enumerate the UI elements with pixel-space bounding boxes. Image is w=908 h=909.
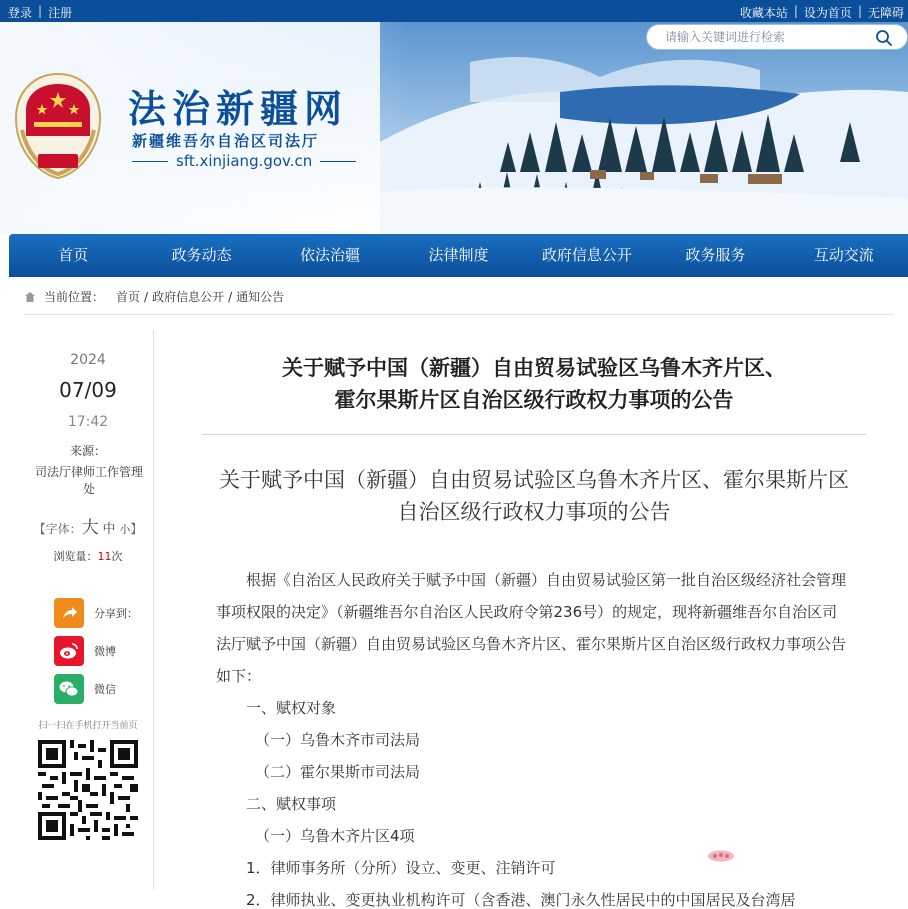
views-unit: 次 <box>111 550 123 563</box>
list-item: （一）乌鲁木齐市司法局 <box>255 731 421 749</box>
share-icon <box>54 598 84 628</box>
divider: | <box>857 4 862 18</box>
view-count <box>24 548 152 564</box>
source-value: 司法厅律师工作管理处 <box>34 465 143 496</box>
share-label: 分享到： <box>94 607 138 620</box>
article-title-line1: 关于赋予中国（新疆）自由贸易试验区乌鲁木齐片区、 <box>282 356 786 380</box>
breadcrumb-sep: / <box>144 289 149 304</box>
share-weibo-button[interactable] <box>54 636 116 666</box>
font-size-small[interactable]: 小 <box>119 523 131 536</box>
qr-code-image <box>38 740 138 840</box>
accessibility-link[interactable]: 无障碍 <box>867 6 904 20</box>
font-size-label: 【字体： <box>33 522 82 536</box>
breadcrumb-notices[interactable]: 通知公告 <box>236 290 285 304</box>
breadcrumb <box>24 288 284 305</box>
location-icon <box>24 291 36 303</box>
breadcrumb-home[interactable]: 首页 <box>116 290 141 304</box>
section-heading: 二、赋权事项 <box>246 795 337 813</box>
nav-item-services[interactable]: 政务服务 <box>685 246 746 264</box>
publish-year: 2024 <box>70 352 106 368</box>
register-link[interactable]: 注册 <box>48 6 73 20</box>
set-homepage-link[interactable]: 设为首页 <box>803 6 852 20</box>
section-heading: 一、赋权对象 <box>246 699 337 717</box>
nav-item-rule-of-law[interactable]: 依法治疆 <box>300 246 361 264</box>
top-utility-bar <box>0 0 908 22</box>
org-name: 新疆维吾尔自治区司法厅 <box>132 132 320 150</box>
publish-date: 07/09 <box>59 378 117 402</box>
divider <box>132 161 168 162</box>
breadcrumb-sep: / <box>228 289 233 304</box>
views-label: 浏览量： <box>53 550 98 563</box>
article-title-line2: 霍尔果斯片区自治区级行政权力事项的公告 <box>334 388 734 412</box>
divider <box>24 314 894 315</box>
nav-item-news[interactable]: 政务动态 <box>171 246 232 264</box>
weibo-label: 微博 <box>94 645 116 658</box>
list-item: 2．律师执业、变更执业机构许可（含香港、澳门永久性居民中的中国居民及台湾居 <box>246 891 796 909</box>
article-title <box>202 352 866 416</box>
font-size-large[interactable]: 大 <box>81 518 99 538</box>
share-wechat-button[interactable] <box>54 674 116 704</box>
search-input[interactable] <box>665 28 865 46</box>
list-item: （一）乌鲁木齐片区4项 <box>255 827 415 845</box>
emblem-text: 中国司法 <box>42 179 74 188</box>
wechat-icon <box>54 674 84 704</box>
divider <box>320 161 356 162</box>
search-icon[interactable] <box>875 29 893 47</box>
list-item: 1．律师事务所（分所）设立、变更、注销许可 <box>246 859 556 877</box>
nav-item-home[interactable]: 首页 <box>58 246 89 264</box>
wechat-label: 微信 <box>94 683 116 696</box>
watermark-logo <box>706 848 736 864</box>
list-item: （二）霍尔果斯市司法局 <box>255 763 421 781</box>
divider: | <box>793 4 798 18</box>
breadcrumb-label: 当前位置： <box>44 290 105 304</box>
divider <box>202 434 866 435</box>
font-size-medium[interactable]: 中 <box>102 522 116 537</box>
divider: | <box>38 4 43 18</box>
font-size-bracket: 】 <box>130 522 143 536</box>
article-meta-sidebar <box>24 330 154 890</box>
article-body <box>216 564 846 909</box>
article-subtitle: 关于赋予中国（新疆）自由贸易试验区乌鲁木齐片区、霍尔果斯片区自治区级行政权力事项的公告 <box>219 468 849 524</box>
header-banner <box>0 22 908 234</box>
nav-item-legal-system[interactable]: 法律制度 <box>428 246 489 264</box>
font-size-control <box>24 513 152 538</box>
weibo-icon <box>54 636 84 666</box>
site-name: 法治新疆网 <box>128 86 349 131</box>
emblem-logo <box>12 70 104 182</box>
breadcrumb-info-disclosure[interactable]: 政府信息公开 <box>152 290 225 304</box>
scan-hint: 扫一扫在手机打开当前页 <box>38 721 138 731</box>
site-url <box>132 152 356 170</box>
nav-item-interaction[interactable]: 互动交流 <box>813 246 874 264</box>
body-paragraph: 根据《自治区人民政府关于赋予中国（新疆）自由贸易试验区第一批自治区级经济社会管理事项权限的决定》（新疆维吾尔自治区人民政府令第236号）的规定，现将新疆维吾尔自治区司法厅赋予中国（新疆）自由贸易试验区乌鲁木齐片区、霍尔果斯片区自治区级行政权力事项公告如下： <box>216 571 847 685</box>
share-button[interactable] <box>54 598 138 628</box>
search-box <box>646 24 908 50</box>
views-number: 11 <box>97 550 112 563</box>
favorite-link[interactable]: 收藏本站 <box>739 6 788 20</box>
site-url-text: sft.xinjiang.gov.cn <box>176 152 313 170</box>
publish-time: 17:42 <box>67 414 109 430</box>
main-nav <box>9 234 908 277</box>
source-label: 来源： <box>69 444 106 458</box>
nav-item-info-disclosure[interactable]: 政府信息公开 <box>541 246 632 264</box>
login-link[interactable]: 登录 <box>8 6 33 20</box>
